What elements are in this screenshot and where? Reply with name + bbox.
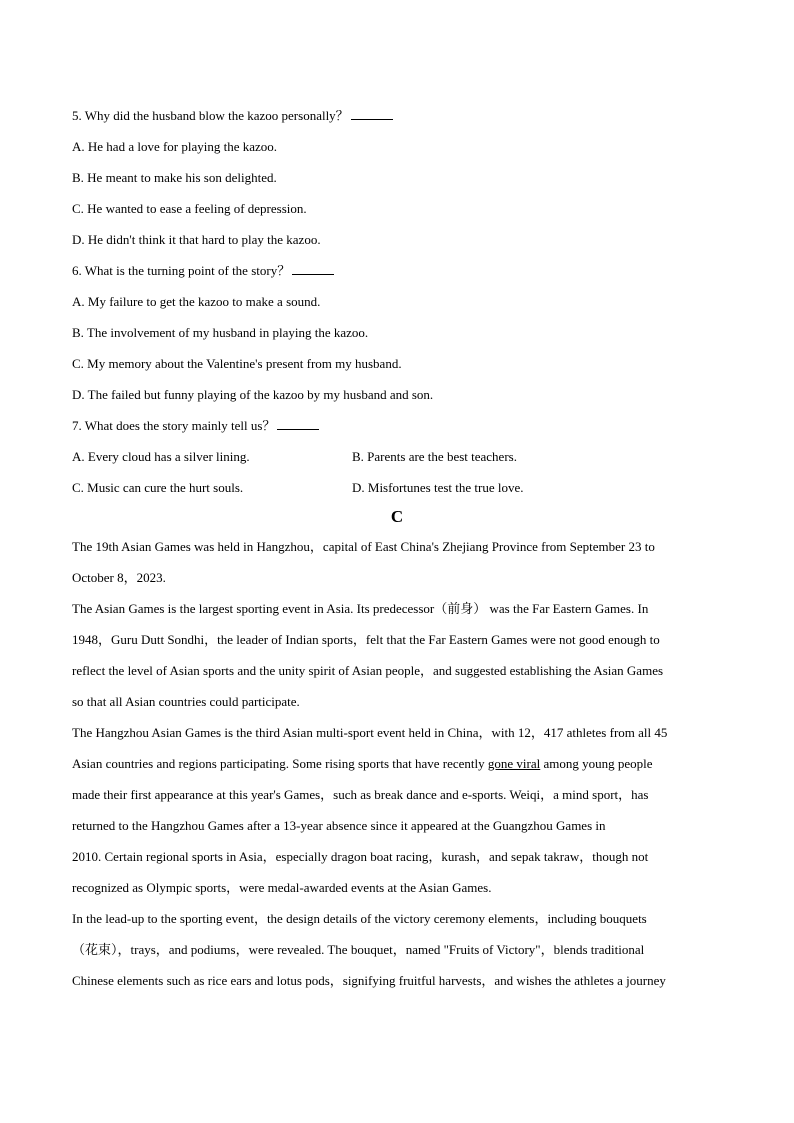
q5-option-a: A. He had a love for playing the kazoo. [72, 139, 278, 154]
q6-option-d: D. The failed but funny playing of the kazoo by my husband and son. [72, 387, 434, 402]
document-page [72, 100, 722, 996]
text-line: 2010. Certain regional sports in Asia，especially dragon boat racing，kurash，and sepak takraw，though not [72, 849, 649, 864]
paragraph-1 [72, 531, 722, 593]
answer-blank[interactable] [292, 260, 334, 275]
answer-blank[interactable] [277, 415, 319, 430]
text-line: October 8，2023. [72, 570, 166, 585]
q7-option-a: A. Every cloud has a silver lining. [72, 449, 250, 464]
q6-option-b: B. The involvement of my husband in playing the kazoo. [72, 325, 369, 340]
paragraph-3 [72, 717, 722, 903]
answer-blank[interactable] [351, 105, 393, 120]
q6-option-a: A. My failure to get the kazoo to make a sound. [72, 294, 321, 309]
q7-option-c: C. Music can cure the hurt souls. [72, 480, 244, 495]
q7-option-b: B. Parents are the best teachers. [352, 449, 517, 464]
question-5-stem: 5. Why did the husband blow the kazoo personally？ [72, 100, 722, 131]
text-line: Asian countries and regions participating. Some rising sports that have recently gone viral among young people [72, 756, 653, 771]
text-line: reflect the level of Asian sports and the unity spirit of Asian people，and suggested establishing the Asian Games [72, 663, 664, 678]
text-line: The Hangzhou Asian Games is the third Asian multi-sport event held in China，with 12，417 athletes from all 45 [72, 725, 668, 740]
paragraph-4 [72, 903, 722, 996]
text-line: In the lead-up to the sporting event，the design details of the victory ceremony elements，including bouquets [72, 911, 647, 926]
q5-option-d: D. He didn't think it that hard to play the kazoo. [72, 232, 321, 247]
question-7-stem: 7. What does the story mainly tell us？ [72, 410, 722, 441]
q7-options-row-1 [72, 441, 722, 472]
text-line: （花束），trays，and podiums，were revealed. The bouquet，named "Fruits of Victory"，blends traditional [72, 942, 645, 957]
text-line: made their first appearance at this year's Games，such as break dance and e-sports. Weiqi，a mind sport，has [72, 787, 649, 802]
q7-option-d: D. Misfortunes test the true love. [352, 480, 524, 495]
underlined-phrase: gone viral [487, 756, 541, 771]
q5-option-c: C. He wanted to ease a feeling of depression. [72, 201, 307, 216]
q7-options-row-2 [72, 472, 722, 503]
text-line: so that all Asian countries could participate. [72, 694, 300, 709]
text-line: recognized as Olympic sports，were medal-awarded events at the Asian Games. [72, 880, 492, 895]
text-line: Chinese elements such as rice ears and lotus pods，signifying fruitful harvests，and wishes the athletes a journey [72, 973, 666, 988]
text-line: returned to the Hangzhou Games after a 13-year absence since it appeared at the Guangzhou Games in [72, 818, 606, 833]
text-line: 1948，Guru Dutt Sondhi，the leader of Indian sports，felt that the Far Eastern Games were not good enough to [72, 632, 660, 647]
text-line: The Asian Games is the largest sporting event in Asia. Its predecessor（前身） was the Far Eastern Games. In [72, 601, 649, 616]
text-line: The 19th Asian Games was held in Hangzhou，capital of East China's Zhejiang Province from September 23 to [72, 539, 655, 554]
q5-option-b: B. He meant to make his son delighted. [72, 170, 277, 185]
paragraph-2 [72, 593, 722, 717]
section-title: C [390, 507, 404, 526]
q6-option-c: C. My memory about the Valentine's present from my husband. [72, 356, 402, 371]
question-6-stem: 6. What is the turning point of the story？ [72, 255, 722, 286]
